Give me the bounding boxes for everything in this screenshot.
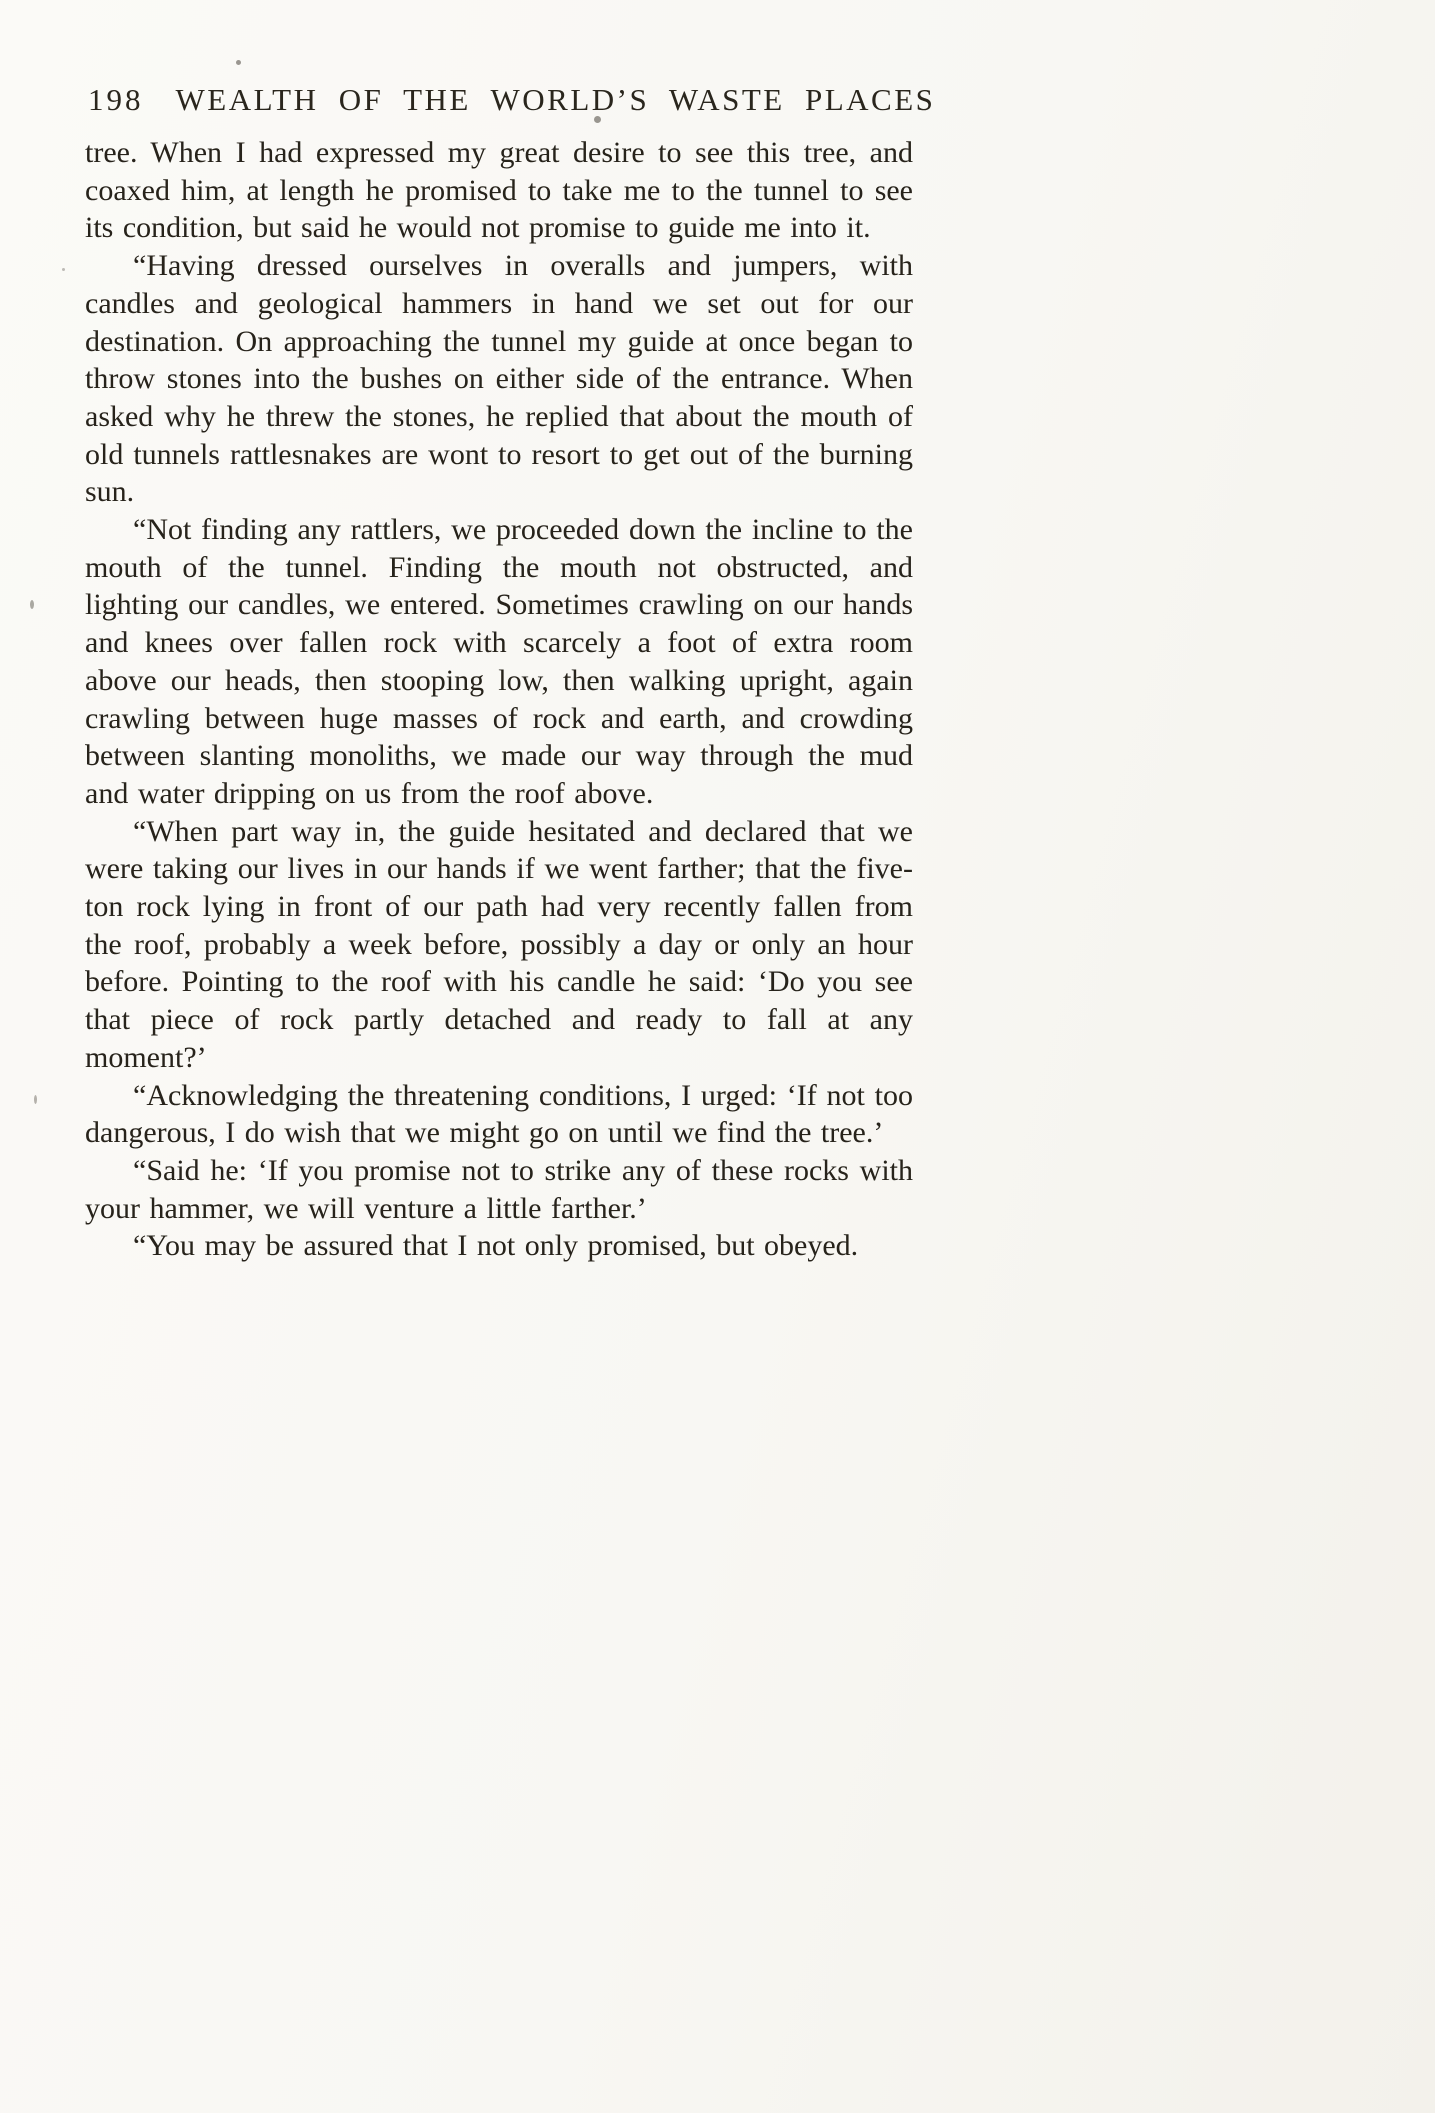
page-number: 198 [88,82,144,117]
scan-speck [236,60,241,65]
paragraph: “Acknowledging the threatening conditions, I urged: ‘If not too dangerous, I do wish that we might go on until we find the tree.’ [85,1078,913,1150]
paragraph: “When part way in, the guide hesitated and declared that we were taking our lives in our hands if we went farther; that the five-ton rock lying in front of our path had very recently fallen from the roof, probably a week before, possibly a day or only an hour before. Pointing to the roof with his candle he said: ‘Do you see that piece of rock partly detached and ready to fall at any moment?’ [85,814,913,1074]
paragraph: “Not finding any rattlers, we proceeded down the incline to the mouth of the tunnel. Finding the mouth not obstructed, and lighting our candles, we entered. Sometimes crawling on our hands and knees over fallen rock with scarcely a foot of extra room above our heads, then stooping low, then walking upright, again crawling between huge masses of rock and earth, and crowding between slanting monoliths, we made our way through the mud and water dripping on us from the roof above. [85,513,913,810]
paragraph: “Said he: ‘If you promise not to strike any of these rocks with your hammer, we will venture a little farther.’ [85,1153,913,1225]
running-header [88,82,936,118]
body-text-block [85,134,913,1265]
scan-speck [62,268,65,271]
paragraph: “You may be assured that I not only promised, but obeyed. [133,1229,859,1263]
scan-speck [30,600,34,609]
paragraph: “Having dressed ourselves in overalls and jumpers, with candles and geological hammers in hand we set out for our destination. On approaching the tunnel my guide at once began to throw stones into the bushes on either side of the entrance. When asked why he threw the stones, he replied that about the mouth of old tunnels rattlesnakes are wont to resort to get out of the burning sun. [85,249,913,509]
running-title: WEALTH OF THE WORLD’S WASTE PLACES [175,82,936,117]
scan-speck [34,1095,37,1104]
paragraph-continuation: tree. When I had expressed my great desire to see this tree, and coaxed him, at length he promised to take me to the tunnel to see its condition, but said he would not promise to guide me into it. [85,136,913,245]
